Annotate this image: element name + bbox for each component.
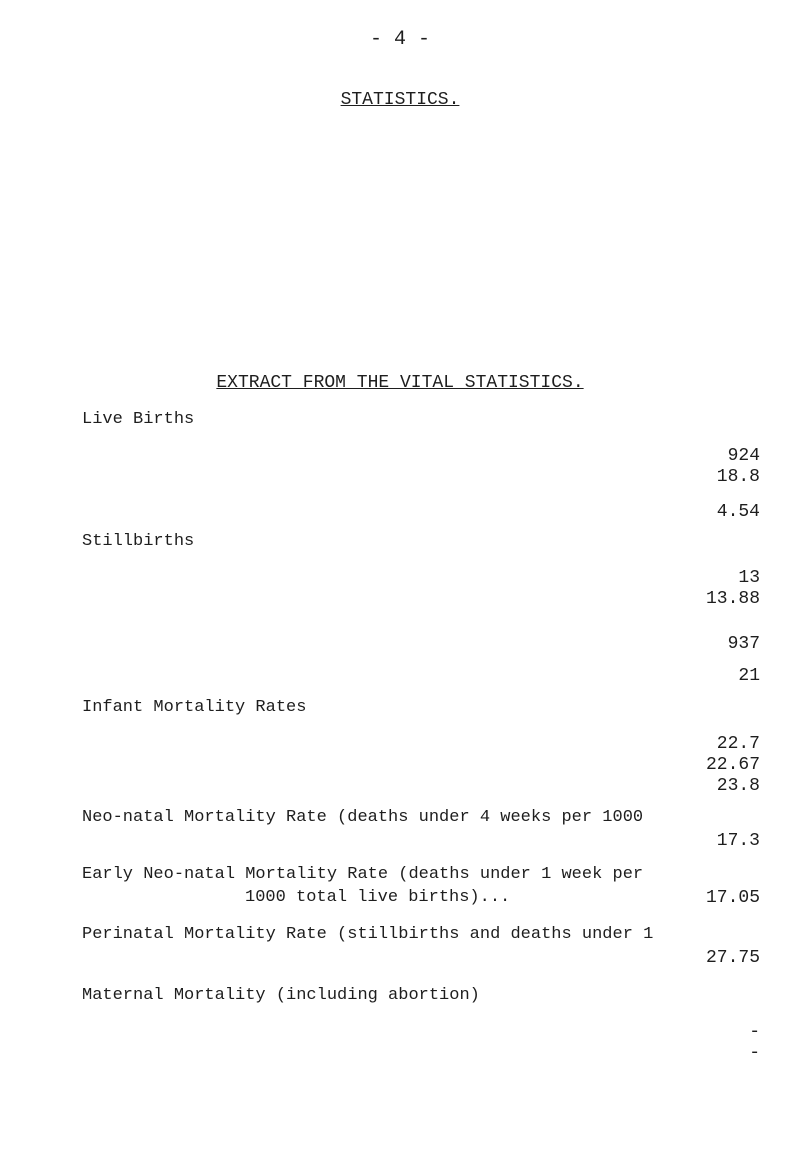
statistics-heading: STATISTICS.: [340, 90, 460, 110]
stillbirths-number-value: 13: [738, 568, 760, 588]
neonatal-value: 17.3: [716, 831, 760, 851]
maternal-rate-value: -: [749, 1043, 760, 1063]
vital-statistics-heading: EXTRACT FROM THE VITAL STATISTICS.: [216, 373, 584, 393]
early-neonatal-value: 17.05: [705, 888, 760, 908]
maternal-mortality-heading: Maternal Mortality (including abortion): [82, 986, 480, 1005]
perinatal-value: 27.75: [705, 948, 760, 968]
live-births-number-value: 924: [727, 446, 760, 466]
infant-deaths-value: 21: [738, 666, 760, 686]
total-births-value: 937: [727, 634, 760, 654]
infant-mortality-illegit-value: 23.8: [716, 776, 760, 796]
stillbirths-rate-value: 13.88: [705, 589, 760, 609]
page-number: - 4 -: [369, 28, 430, 51]
infant-mortality-heading: Infant Mortality Rates: [82, 698, 307, 717]
live-births-heading: Live Births: [82, 410, 195, 429]
early-neonatal-line-2: 1000 total live births)...: [245, 888, 511, 907]
live-births-rate-value: 18.8: [716, 467, 760, 487]
perinatal-line-1: Perinatal Mortality Rate (stillbirths and deaths under 1: [82, 925, 654, 944]
maternal-number-value: -: [749, 1022, 760, 1042]
infant-mortality-legit-value: 22.67: [705, 755, 760, 775]
infant-mortality-total-value: 22.7: [716, 734, 760, 754]
stillbirths-heading: Stillbirths: [82, 532, 195, 551]
early-neonatal-line-1: Early Neo-natal Mortality Rate (deaths under 1 week per: [82, 865, 644, 884]
neonatal-line-1: Neo-natal Mortality Rate (deaths under 4 weeks per 1000: [82, 808, 644, 827]
illegitimate-value: 4.54: [716, 502, 760, 522]
